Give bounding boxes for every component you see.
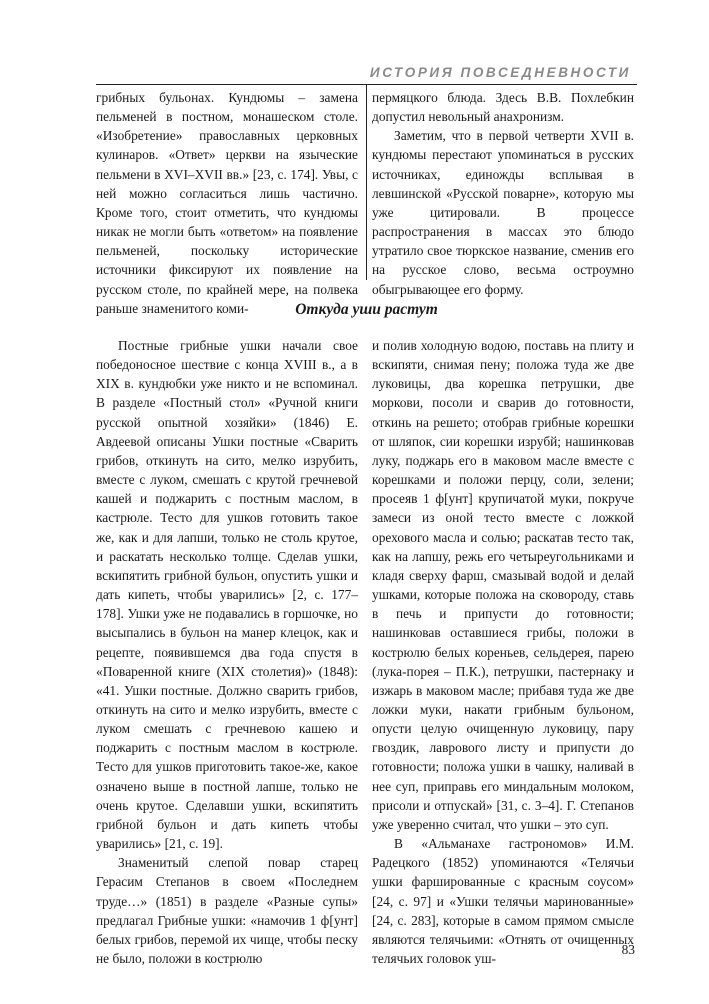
section-heading: Откуда уши растут — [295, 301, 438, 318]
paragraph: Заметим, что в первой четверти XVII в. кундюмы перестают упоминаться в русских источниках, единожды всплывая в левшинской «Русской поварне», которую мы уже цитировали. В процессе распространения в массах это блюдо утратило свое тюркское название, сменив его на русское слово, весьма остроумно обыгрывающее его форму. — [372, 128, 634, 297]
top-left-column — [96, 88, 358, 318]
paragraph: Постные грибные ушки начали свое победоносное шествие с конца XVIII в., а в XIX в. кундюбки уже никто и не вспоминал. В разделе «Постный стол» «Ручной книги русской опытной хозяйки» (1846) Е. Авдеевой описаны Ушки постные «Сварить грибов, откинуть на сито, мелко изрубить, вместе с луком, смешать с крутой гречневой кашей и поджарить с постным маслом, в кастрюле. Тесто для ушков готовить такое же, как и для лапши, только не столь крутое, и раскатать несколько толще. Сделав ушки, вскипятить грибной бульон, опустить ушки и дать кипеть, чтобы уварились» [2, с. 177–178]. Ушки уже не подавались в горшочке, но высыпались в бульон на манер клецок, как и рецепте, появившемся два года спустя в «Поваренной книге (XIX столетия)» (1848): «41. Ушки постные. Должно сварить грибов, откинуть на сито и мелко изрубить, вместе с луком смешать с гречневою кашею и поджарить с постным маслом в кострюле. Тесто для ушков приготовить такое-же, какое означено выше в постной лапше, только не очень крутое. Сделавши ушки, вскипятить грибной бульон и дать кипеть чтобы уварились» [21, с. 19]. — [96, 338, 358, 852]
paragraph: пермяцкого блюда. Здесь В.В. Похлебкин допустил невольный анахронизм. — [372, 90, 634, 125]
paragraph: В «Альманахе гастрономов» И.М. Радецкого (1852) упоминаются «Телячьи ушки фаршированные с красным соусом» [24, с. 97] и «Ушки телячьи маринованные» [24, с. 283], которые в самом прямом смысле являются телячьими: «Отнять от очищенных телячьих головок уш- — [372, 836, 634, 966]
section-left-column — [96, 336, 358, 968]
top-right-column — [372, 88, 634, 299]
running-header — [96, 64, 637, 85]
paragraph: и полив холодную водою, поставь на плиту и вскипяти, снимая пену; положа туда же две луковицы, два корешка петрушки, две моркови, посоли и сварив до готовности, откинь на решето; отобрав грибные корешки от шляпок, сии корешки изрубй; нашинковав луку, поджарь его в маковом масле вместе с корешками и положи перцу, соли, зелени; просеяв 1 ф[унт] крупичатой муки, покруче замеси из оной тесто вместе с ложкой орехового масла и солью; раскатав тесто так, как на лапшу, режь его четыреугольниками и кладя сверху фарш, смазывай водой и делай ушками, которые положа на сковороду, ставь в печь и припусти до готовности; нашинковав оставшиеся грибы, положи в кострюлю белых кореньев, сельдерея, парею (лука-порея – П.К.), петрушки, пастернаку и изжарь в маковом масле; прибавя туда же две ложки муки, накати грибным бульоном, опусти целую очищенную луковицу, пару гвоздик, лаврового листу и припусти до готовности; положа ушки в чашку, наливай в нее суп, приправь его миндальным молоком, присоли и отпускай» [31, с. 3–4]. Г. Степанов уже уверенно считал, что ушки – это суп. — [372, 338, 634, 832]
section-right-column — [372, 336, 634, 968]
page-number: 83 — [621, 942, 635, 957]
running-header-title: ИСТОРИЯ ПОВСЕДНЕВНОСТИ — [369, 65, 631, 80]
column-divider — [366, 85, 367, 280]
paragraph: Знаменитый слепой повар старец Герасим Степанов в своем «Последнем труде…» (1851) в разделе «Разные супы» предлагал Грибные ушки: «намочив 1 ф[унт] белых грибов, перемой их чище, чтобы песку не было, положи в кострюлю — [96, 855, 358, 966]
paragraph: грибных бульонах. Кундюмы – замена пельменей в постном, монашеском столе. «Изобретение» православных церковных кулинаров. «Ответ» церкви на языческие пельмени в XVI–XVII вв.» [23, с. 174]. Увы, с ней можно согласиться лишь частично. Кроме того, стоит отметить, что кундюмы никак не могли быть «ответом» на появление пельменей, поскольку исторические источники фиксируют их появление на русском столе, по крайней мере, на полвека раньше знаменитого коми- — [96, 90, 358, 316]
